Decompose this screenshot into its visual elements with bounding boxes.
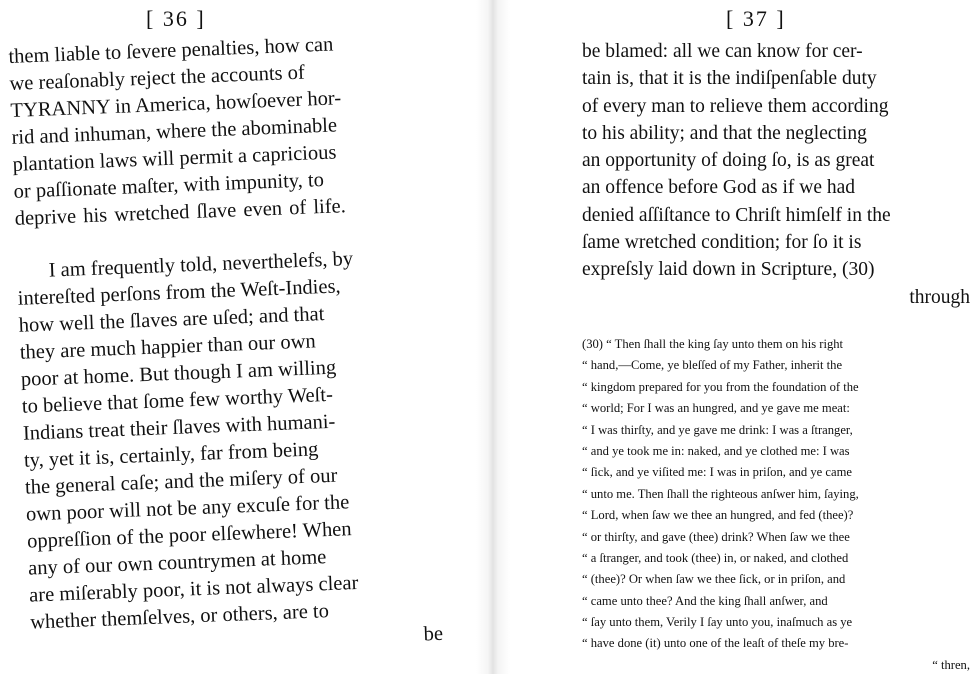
left-line-18: oppreſſion of the poor elſewhere! When [26,518,352,553]
footnote-line-13: “ came unto thee? And the king ſhall anſwer, and [582,593,828,608]
left-line-8: I am frequently told, neverthelefs, by [48,247,354,282]
footnote-line-4: “ world; For I was an hungred, and ye gave me meat: [582,401,850,416]
right-line-6: an offence before God as if we had [582,177,856,199]
left-line-3: TYRANNY in America, howſoever hor- [10,87,342,122]
footnote-line-7: “ ſick, and ye viſited me: I was in priſon, and ye came [582,465,852,480]
left-page-body [8,28,443,663]
left-line-21: whether themſelves, or others, are to [29,600,330,634]
left-line-13: to believe that ſome few worthy Weſt- [21,383,334,418]
left-line-12: poor at home. But though I am willing [20,356,337,391]
left-line-6: or paſſionate maſter, with impunity, to [13,168,325,203]
footnote-line-3: “ kingdom prepared for you from the foundation of the [582,379,859,394]
footnote-line-14: “ ſay unto them, Verily I ſay unto you, inaſmuch as ye [582,615,853,630]
left-page-number: [ 36 ] [146,6,206,31]
left-line-20: are miſerably poor, it is not always clear [28,571,359,607]
footnote-line-11: “ a ſtranger, and took (thee) in, or naked, and clothed [582,550,849,565]
right-catchword: through [909,286,970,308]
right-line-4: to his ability; and that the neglecting [582,122,867,144]
left-line-9: intereſted perſons from the Weſt-Indies, [17,275,342,310]
right-line-1: be blamed: all we can know for cer- [582,41,863,62]
left-line-11: they are much happier than our own [19,330,317,364]
left-page [0,0,470,674]
right-line-7: denied aſſiſtance to Chriſt himſelf in the [582,204,891,226]
footnote-line-10: “ or thirſty, and gave (thee) drink? When ſaw we thee [582,529,850,544]
footnote-line-1: (30) “ Then ſhall the king ſay unto them on his right [582,337,844,351]
left-line-14: Indians treat their ſlaves with humani- [22,410,336,445]
footnote [582,334,970,676]
right-line-9: expreſsly laid down in Scripture, (30) [582,259,875,281]
right-line-8: ſame wretched condition; for ſo it is [582,232,862,254]
footnote-line-9: “ Lord, when ſaw we thee an hungred, and fed (thee)? [582,508,854,523]
footnote-line-8: “ unto me. Then ſhall the righteous anſwer him, ſaying, [582,486,859,501]
left-line-19: any of our own countrymen at home [27,546,327,580]
right-line-2: tain is, that it is the indiſpenſable duty [582,68,877,90]
left-catchword: be [423,622,444,646]
left-line-1: them liable to ſevere penalties, how can [8,33,334,68]
right-page-body [582,38,970,311]
footnote-line-6: “ and ye took me in: naked, and ye clothed me: I was [582,443,850,458]
right-line-3: of every man to relieve them according [582,95,889,117]
footnote-line-15: “ have done (it) unto one of the leaſt of theſe my bre- [582,636,849,651]
footnote-catchword: “ thren, [932,657,970,672]
right-page-number: [ 37 ] [726,6,786,31]
left-line-16: the general caſe; and the miſery of our [24,464,338,499]
left-line-15: ty, yet it is, certainly, far from being [23,438,319,472]
left-line-10: how well the ſlaves are uſed; and that [18,303,325,337]
left-line-7: deprive his wretched ſlave even of life. [14,195,347,230]
footnote-line-2: “ hand,—Come, ye bleſſed of my Father, inherit the [582,358,843,373]
left-line-17: own poor will not be any excuſe for the [25,491,350,526]
right-line-5: an opportunity of doing ſo, is as great [582,150,875,172]
footnote-line-12: “ (thee)? Or when ſaw we thee ſick, or in priſon, and [582,572,846,587]
right-page [490,0,980,674]
left-line-5: plantation laws will permit a capricious [12,141,337,176]
left-line-2: we reaſonably reject the accounts of [9,61,306,95]
footnote-line-5: “ I was thirſty, and ye gave me drink: I was a ſtranger, [582,422,853,437]
left-line-4: rid and inhuman, where the abominable [11,114,338,149]
